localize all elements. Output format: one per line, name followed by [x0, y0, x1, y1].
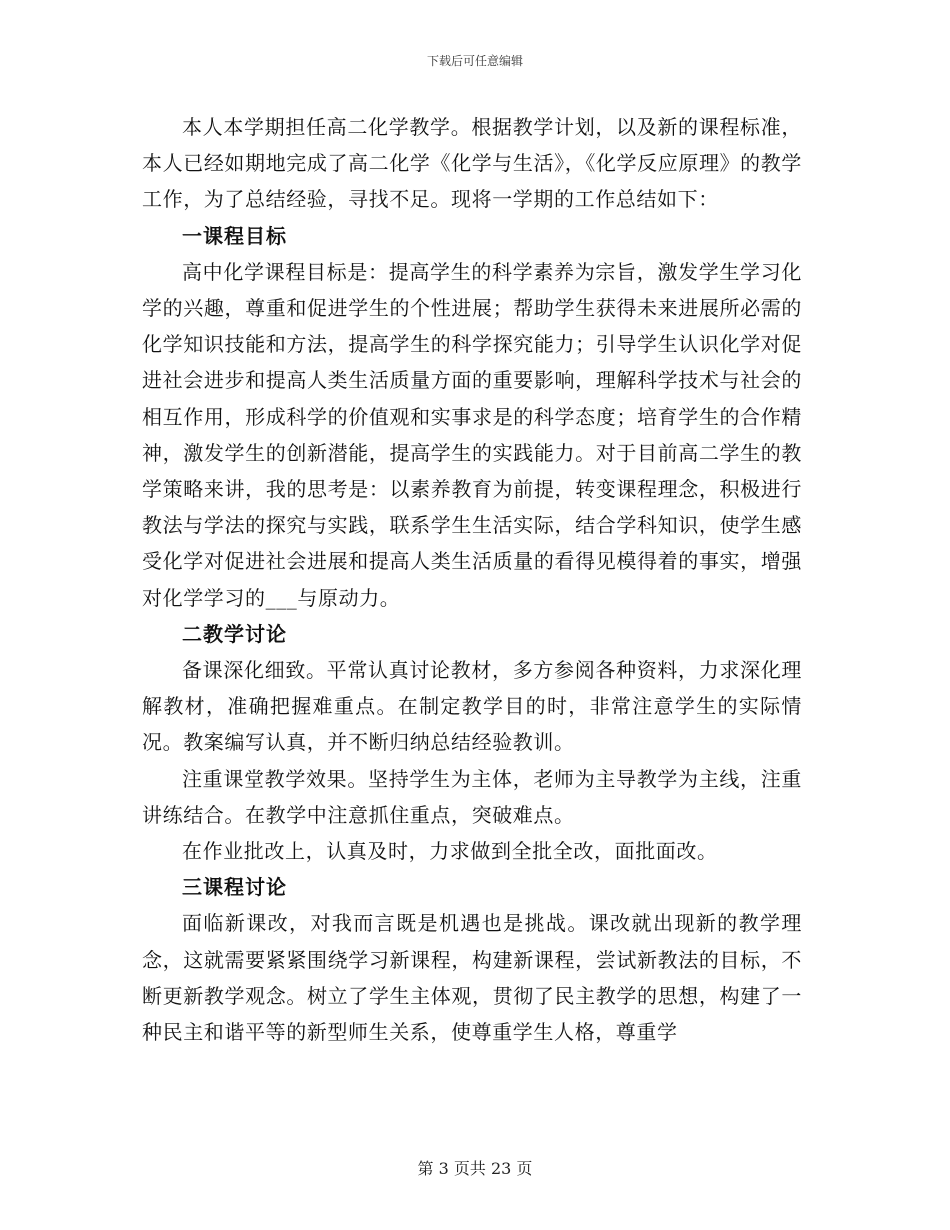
homework-correction-paragraph: 在作业批改上，认真及时，力求做到全批全改，面批面改。	[182, 839, 718, 864]
page-header-note: 下载后可任意编辑	[426, 54, 523, 68]
section-heading-curriculum-discussion: 三课程讨论	[182, 875, 287, 900]
section-heading-teaching-discussion: 二教学讨论	[182, 621, 287, 646]
page-number-footer: 第 3 页共 23 页	[417, 1159, 533, 1178]
document-body	[142, 109, 802, 1050]
curriculum-reform-paragraph: 面临新课改，对我而言既是机遇也是挑战。课改就出现新的教学理念，这就需要紧紧围绕学习新课程，构建新课程，尝试新教法的目标，不断更新教学观念。树立了学生主体观，贯彻了民主教学的思想，构建了一种民主和谐平等的新型师生关系，使尊重学生人格，尊重学	[142, 911, 802, 1045]
intro-paragraph: 本人本学期担任高二化学教学。根据教学计划，以及新的课程标准，本人已经如期地完成了高二化学《化学与生活》，《化学反应原理》的教学工作，为了总结经验，寻找不足。现将一学期的工作总结如下：	[142, 115, 802, 212]
section-heading-course-goals: 一课程目标	[182, 223, 287, 248]
course-goals-paragraph: 高中化学课程目标是：提高学生的科学素养为宗旨，激发学生学习化学的兴趣，尊重和促进学生的个性进展；帮助学生获得未来进展所必需的化学知识技能和方法，提高学生的科学探究能力；引导学生认识化学对促进社会进步和提高人类生活质量方面的重要影响，理解科学技术与社会的相互作用，形成科学的价值观和实事求是的科学态度；培育学生的合作精神，激发学生的创新潜能，提高学生的实践能力。对于目前高二学生的教学策略来讲，我的思考是：以素养教育为前提，转变课程理念，积极进行教法与学法的探究与实践，联系学生生活实际，结合学科知识，使学生感受化学对促进社会进展和提高人类生活质量的看得见模得着的事实，增强对化学学习的___与原动力。	[142, 259, 802, 610]
lesson-prep-paragraph: 备课深化细致。平常认真讨论教材，多方参阅各种资料，力求深化理解教材，准确把握难重点。在制定教学目的时，非常注意学生的实际情况。教案编写认真，并不断归纳总结经验教训。	[142, 658, 802, 755]
classroom-effect-paragraph: 注重课堂教学效果。坚持学生为主体，老师为主导教学为主线，注重讲练结合。在教学中注意抓住重点，突破难点。	[142, 766, 802, 827]
